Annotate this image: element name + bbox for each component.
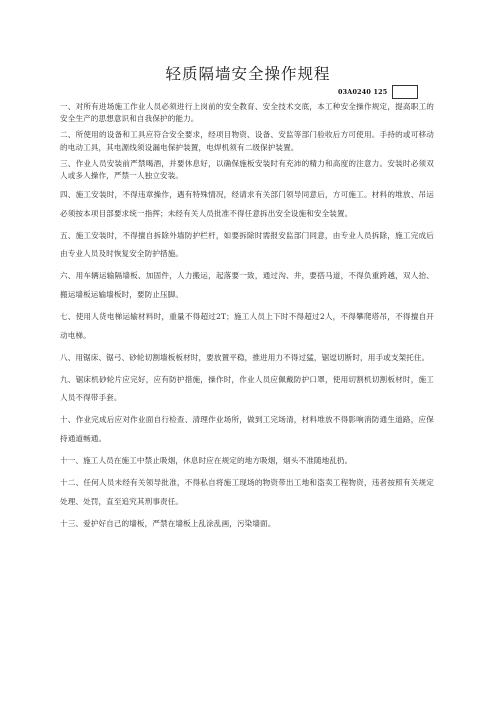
document-body	[60, 101, 434, 534]
paragraph-1: 一、对所有进场施工作业人员必须进行上岗前的安全教育、安全技术交底，本工种安全操作规定，提高职工的安全生产的思想意识和自我保护的能力。	[60, 102, 434, 124]
paragraph-2: 二、所使用的设备和工具应符合安全要求，经项目物资、设备、安监等部门验收后方可使用。手持的或可移动的电动工具，其电源线须设漏电保护装置，电焊机须有二级保护装置。	[60, 130, 434, 152]
paragraph-12: 十二、任何人员未经有关领导批准，不得私自将施工现场的物资带出工地和盗卖工程物资，违者按照有关规定处理、处罚，直至追究其刑事责任。	[60, 478, 434, 506]
paragraph-7: 七、使用人货电梯运输材料时，重量不得超过2T；施工人员上下时不得超过2人，不得攀爬塔吊，不得擅自开动电梯。	[60, 312, 434, 340]
code-box	[392, 85, 418, 99]
paragraph-8: 八、用锯床、锯弓、砂轮切割墙板板材时，要放置平稳，推进用力不得过猛，锯逗切断时，用手或支架托住。	[60, 352, 430, 362]
paragraph-9: 九、锯床机砂轮片应完好，应有防护措施，操作时，作业人员应佩戴防护口罩，使用切割机切割板材时，施工人员不得带手套。	[60, 374, 434, 403]
paragraph-10: 十、作业完成后应对作业面自行检查、清理作业场所，做到工完场清，材料堆放不得影响消防通生道路，应保持通道畅通。	[60, 415, 434, 444]
paragraph-11: 十一、施工人员在施工中禁止吸烟，休息时应在规定的地方吸烟，烟头不准随地乱扔。	[60, 456, 353, 466]
document-code-row	[338, 84, 418, 99]
document-code: 03A0240 125	[338, 87, 388, 96]
paragraph-5: 五、施工安装时，不得擅自拆除外墙防护栏杆，如要拆除时需报安监部门同意，由专业人员拆除，施工完成后由专业人员及时恢复安全防护措施。	[60, 230, 434, 259]
paragraph-13: 十三、爱护好自己的墙板，严禁在墙板上乱涂乱画，污染墙面。	[60, 518, 276, 528]
paragraph-4: 四、施工安装时，不得违章操作，遇有特殊情况，经请求有关部门领导同意后，方可施工。材料的堆放、吊运必须按本项目部要求统一指挥；未经有关人员批准不得任意拆出安全设施和安全装置。	[60, 189, 434, 218]
paragraph-3: 三、作业人员安装前严禁喝酒，并要休息好，以确保施板安装时有充沛的精力和高度的注意力。安装时必须双人或多人操作，严禁一人独立安装。	[60, 158, 434, 181]
paragraph-6: 六、用车辆运输隔墙板、加固件，人力搬运，起落要一致，通过沟、井，要搭马道，不得负重跨越，双人抬、搬运墙板运输墙板时，要防止压脚。	[60, 271, 434, 299]
document-title: 轻质隔墙安全操作规程	[165, 65, 331, 83]
